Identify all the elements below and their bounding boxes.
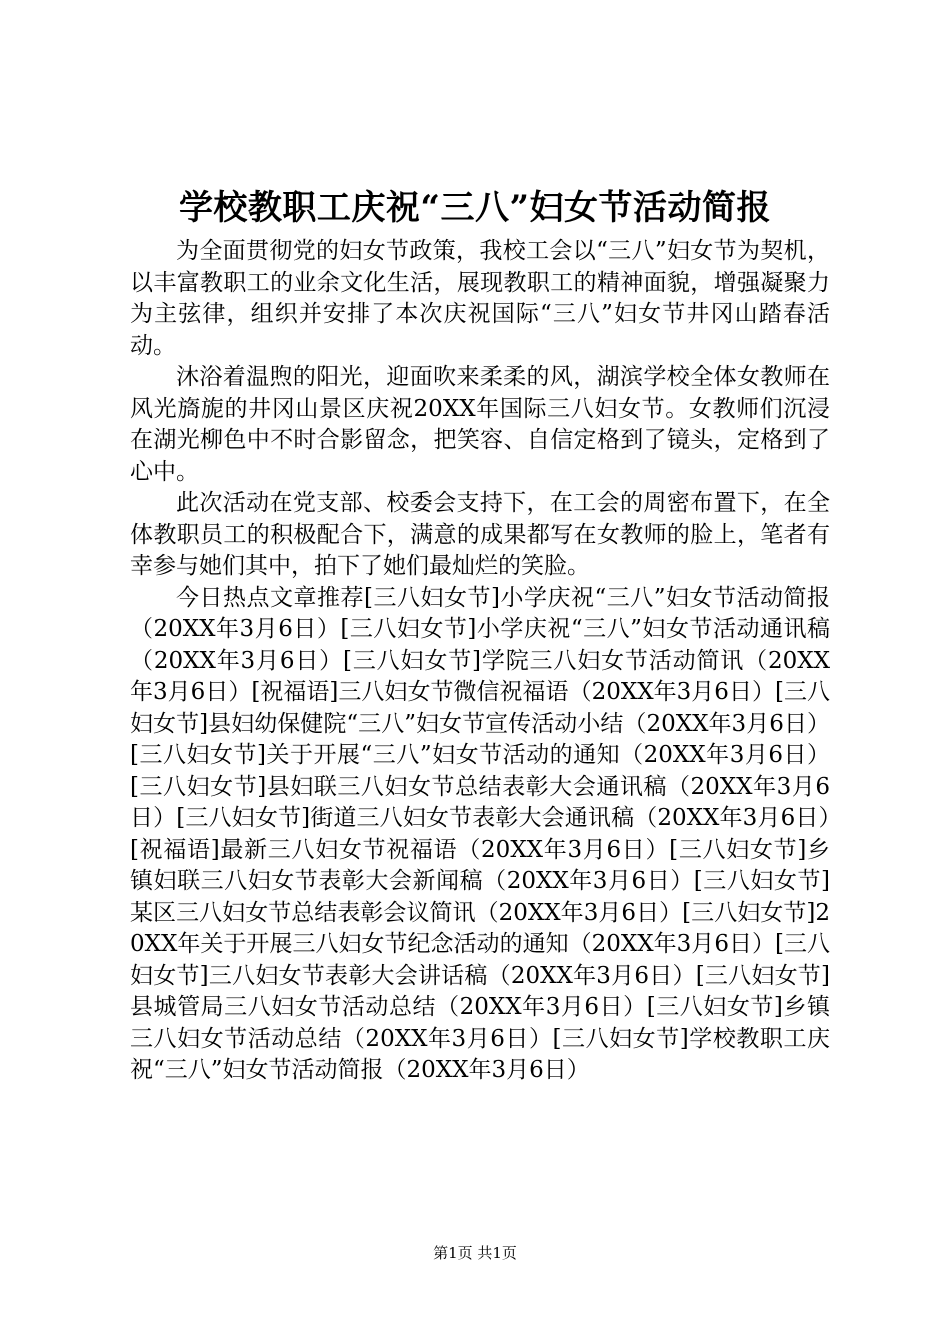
paragraph-recommended-articles: 今日热点文章推荐[三八妇女节]小学庆祝“三八”妇女节活动简报（20XX年3月6日）[三八妇女节]小学庆祝“三八”妇女节活动通讯稿（20XX年3月6日）[三八妇女节]学院三八妇女节活动简讯（20XX年3月6日）[祝福语]三八妇女节微信祝福语（20XX年3月6日）[三八妇女节]县妇幼保健院“三八”妇女节宣传活动小结（20XX年3月6日）[三八妇女节]关于开展“三八”妇女节活动的通知（20XX年3月6日）[三八妇女节]县妇联三八妇女节总结表彰大会通讯稿（20XX年3月6日）[三八妇女节]街道三八妇女节表彰大会通讯稿（20XX年3月6日）[祝福语]最新三八妇女节祝福语（20XX年3月6日）[三八妇女节]乡镇妇联三八妇女节表彰大会新闻稿（20XX年3月6日）[三八妇女节]某区三八妇女节总结表彰会议简讯（20XX年3月6日）[三八妇女节]20XX年关于开展三八妇女节纪念活动的通知（20XX年3月6日）[三八妇女节]三八妇女节表彰大会讲话稿（20XX年3月6日）[三八妇女节]县城管局三八妇女节活动总结（20XX年3月6日）[三八妇女节]乡镇三八妇女节活动总结（20XX年3月6日）[三八妇女节]学校教职工庆祝“三八”妇女节活动简报（20XX年3月6日） [130,584,830,1083]
paragraph-scenery: 沐浴着温煦的阳光，迎面吹来柔柔的风，湖滨学校全体女教师在风光旖旎的井冈山景区庆祝20XX年国际三八妇女节。女教师们沉浸在湖光柳色中不时合影留念，把笑容、自信定格到了镜头，定格到了心中。 [130,364,830,485]
document-title: 学校教职工庆祝“三八”妇女节活动简报 [178,188,772,228]
paragraph-intro: 为全面贯彻党的妇女节政策，我校工会以“三八”妇女节为契机，以丰富教职工的业余文化生活，展现教职工的精神面貌，增强凝聚力为主弦律，组织并安排了本次庆祝国际“三八”妇女节井冈山踏春活动。 [130,238,830,359]
document-body [130,236,830,1087]
page-footer: 第1页 共1页 [433,1244,517,1262]
paragraph-support: 此次活动在党支部、校委会支持下，在工会的周密布置下，在全体教职员工的积极配合下，满意的成果都写在女教师的脸上，笔者有幸参与她们其中，拍下了她们最灿烂的笑脸。 [130,490,830,579]
